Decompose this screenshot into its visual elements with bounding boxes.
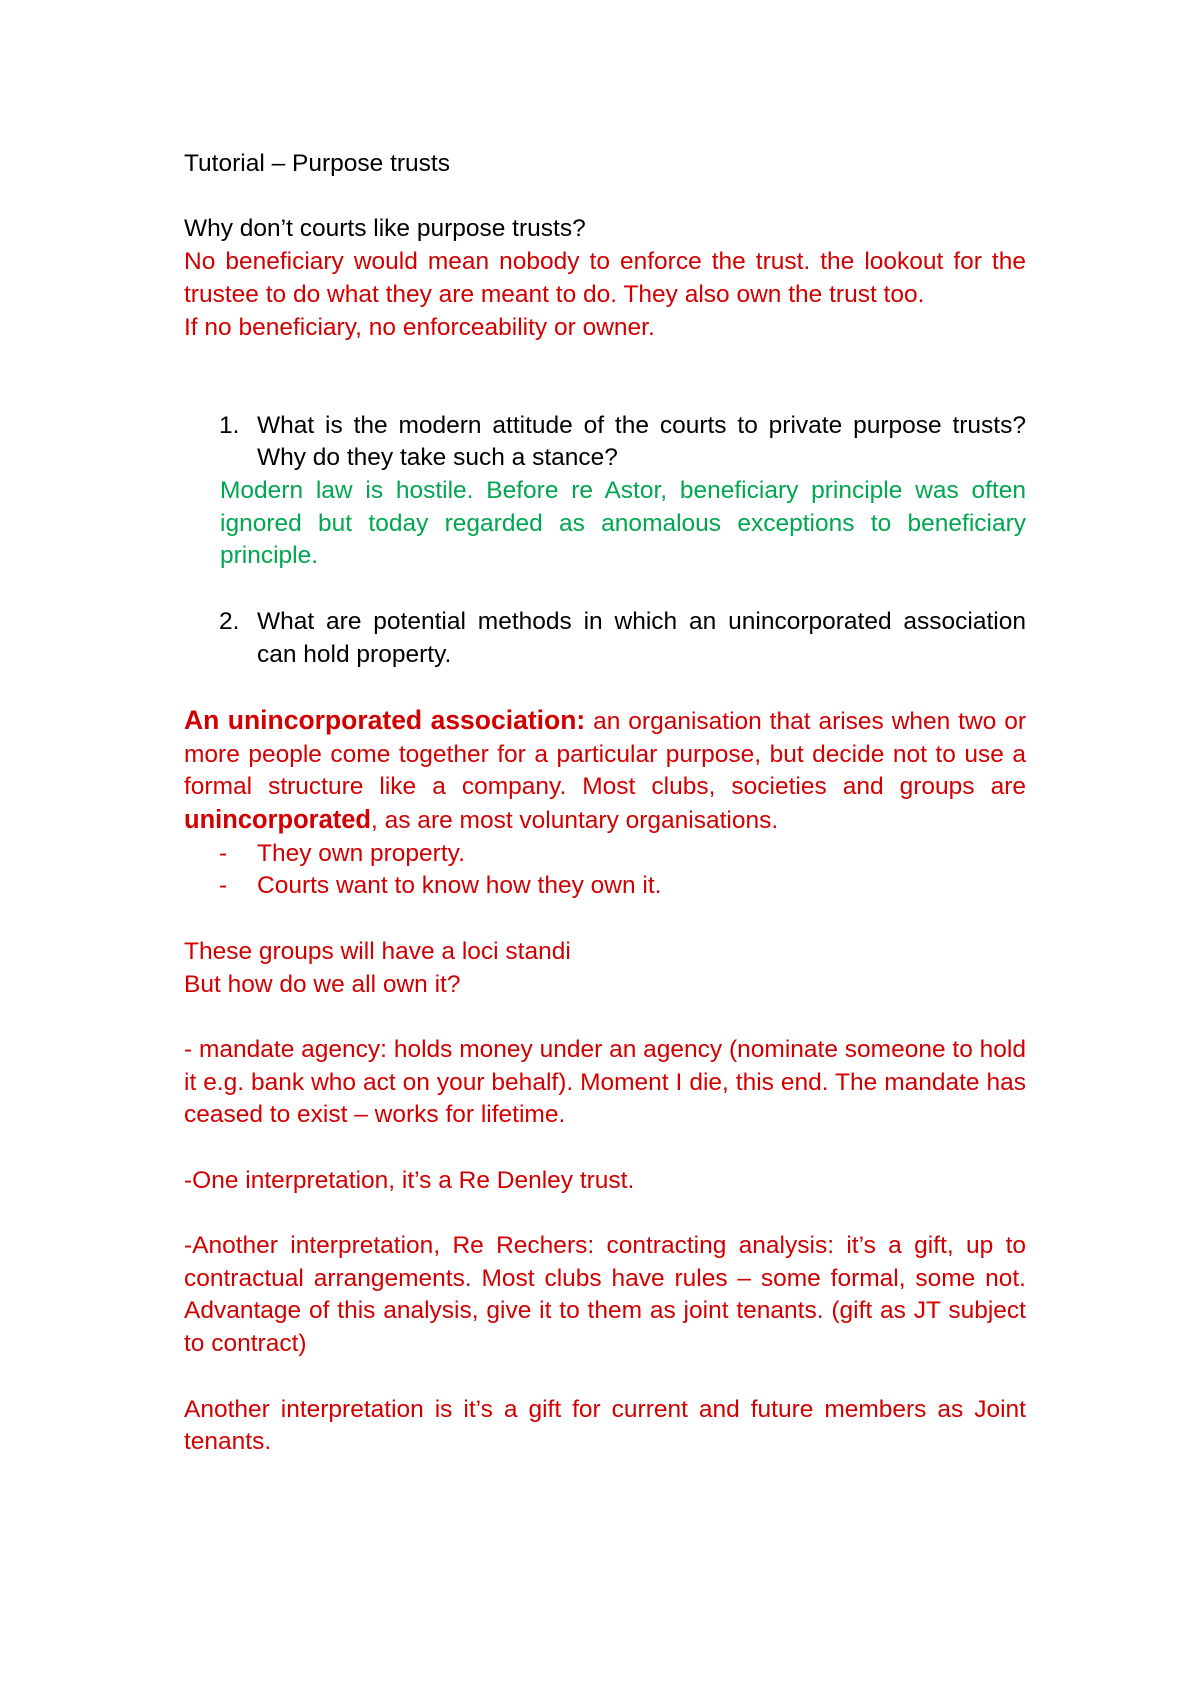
spacer — [184, 181, 1026, 214]
item-number: 2. — [219, 607, 240, 635]
item-number: 1. — [219, 411, 240, 439]
question-why-courts: Why don’t courts like purpose trusts? — [184, 215, 586, 243]
definition-bold-word: unincorporated — [184, 806, 372, 834]
list-item — [184, 870, 1026, 903]
groups-loci-standi: These groups will have a loci standi — [184, 937, 571, 965]
answer-modern-law: Modern law is hostile. Before re Astor, beneficiary principle was often ignored but today regarded as anomalous exceptions to beneficiary principle. — [220, 477, 1026, 570]
question-modern-attitude: What is the modern attitude of the courts to private purpose trusts? Why do they take such a stance? — [257, 411, 1026, 472]
spacer — [184, 671, 1026, 704]
numbered-item-1 — [184, 410, 1026, 475]
bullet-dash: - — [219, 872, 228, 900]
bullet-text: Courts want to know how they own it. — [257, 872, 662, 900]
spacer — [184, 1001, 1026, 1034]
paragraph-re-rechers: -Another interpretation, Re Rechers: contracting analysis: it’s a gift, up to contractual arrangements. Most clubs have rules – some formal, some not. Advantage of this analysis, give it to them as joint tenants. (gift as JT subject to contract) — [184, 1232, 1026, 1358]
spacer — [184, 573, 1026, 606]
answer-no-beneficiary: No beneficiary would mean nobody to enforce the trust. the lookout for the trustee to do what they are meant to do. They also own the trust too. — [184, 248, 1026, 308]
spacer — [184, 903, 1026, 936]
definition-text-end: , as are most voluntary organisations. — [371, 807, 779, 834]
spacer — [184, 344, 1026, 409]
bullet-text: They own property. — [257, 839, 465, 867]
groups-how-own: But how do we all own it? — [184, 970, 461, 998]
definition-text: an organisation that arises when two or more people come together for a particular purpose, but decide not to use a formal structure like a company. Most clubs, societies and groups are — [184, 707, 1026, 801]
paragraph-joint-tenants: Another interpretation is it’s a gift for current and future members as Joint tenants. — [184, 1395, 1026, 1456]
definition-term: An unincorporated association: — [184, 704, 586, 735]
paragraph-re-denley: -One interpretation, it’s a Re Denley trust. — [184, 1166, 635, 1194]
answer-no-enforceability: If no beneficiary, no enforceability or owner. — [184, 313, 655, 341]
question-methods: What are potential methods in which an unincorporated association can hold property. — [257, 607, 1026, 668]
page-title: Tutorial – Purpose trusts — [184, 150, 450, 177]
numbered-item-2 — [184, 606, 1026, 671]
paragraph-mandate-agency: - mandate agency: holds money under an agency (nominate someone to hold it e.g. bank who act on your behalf). Moment I die, this end. The mandate has ceased to exist – works for lifetime. — [184, 1035, 1026, 1129]
list-item — [184, 838, 1026, 871]
spacer — [184, 1132, 1026, 1165]
bullet-dash: - — [219, 839, 228, 867]
definition-unincorporated-association — [184, 704, 1026, 838]
spacer — [184, 1361, 1026, 1394]
spacer — [184, 1197, 1026, 1230]
document-page — [184, 148, 1026, 1459]
